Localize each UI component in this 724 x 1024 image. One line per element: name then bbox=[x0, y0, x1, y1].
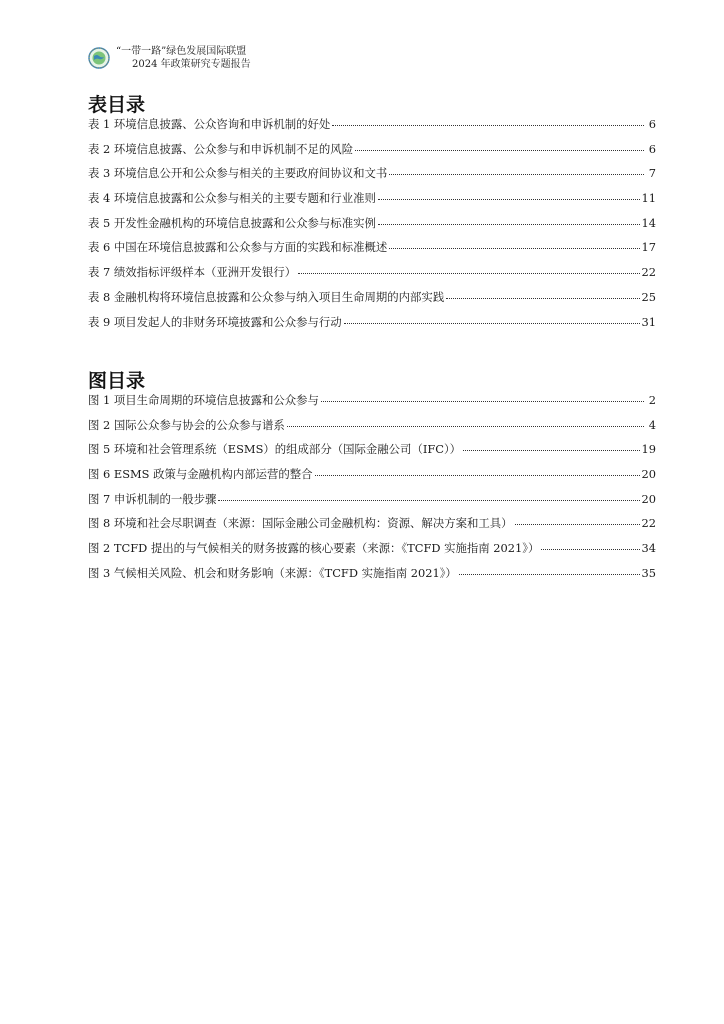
table-entry-page: 7 bbox=[648, 166, 656, 181]
dot-leader bbox=[389, 174, 644, 175]
figures-title: 图目录 bbox=[88, 370, 146, 392]
table-entry-label: 表 4 环境信息披露和公众参与相关的主要专题和行业准则 bbox=[88, 191, 376, 206]
table-entry-page: 22 bbox=[641, 265, 656, 280]
figure-entry-label: 图 7 申诉机制的一般步骤 bbox=[88, 491, 217, 506]
tables-list bbox=[88, 116, 656, 338]
dot-leader bbox=[463, 450, 639, 451]
table-entry-page: 11 bbox=[641, 191, 656, 206]
figure-entry[interactable] bbox=[88, 515, 656, 540]
table-entry-label: 表 2 环境信息披露、公众参与和申诉机制不足的风险 bbox=[88, 141, 354, 156]
dot-leader bbox=[344, 323, 640, 324]
dot-leader bbox=[541, 549, 639, 550]
table-entry-page: 6 bbox=[648, 117, 656, 131]
figures-list bbox=[88, 392, 656, 590]
header-text bbox=[116, 45, 251, 71]
table-entry-label: 表 8 金融机构将环境信息披露和公众参与纳入项目生命周期的内部实践 bbox=[88, 289, 445, 304]
table-entry-label: 表 7 绩效指标评级样本（亚洲开发银行） bbox=[88, 265, 297, 280]
figure-entry-label: 图 3 气候相关风险、机会和财务影响（来源：《TCFD 实施指南 2021》） bbox=[88, 565, 457, 580]
figure-entry-label: 图 2 国际公众参与协会的公众参与谱系 bbox=[88, 417, 285, 432]
dot-leader bbox=[332, 125, 644, 126]
figure-entry-label: 图 2 TCFD 提出的与气候相关的财务披露的核心要素（来源：《TCFD 实施指南 2021》） bbox=[88, 541, 540, 556]
dot-leader bbox=[446, 298, 639, 299]
table-entry-label: 表 5 开发性金融机构的环境信息披露和公众参与标准实例 bbox=[88, 215, 376, 230]
figure-entry[interactable] bbox=[88, 491, 656, 516]
table-entry-label: 表 1 环境信息披露、公众咨询和申诉机制的好处 bbox=[88, 117, 331, 131]
table-entry-page: 6 bbox=[648, 141, 656, 156]
figure-entry-page: 20 bbox=[641, 467, 656, 482]
table-entry-page: 31 bbox=[641, 314, 656, 329]
dot-leader bbox=[315, 475, 640, 476]
table-entry-page: 17 bbox=[641, 240, 656, 255]
dot-leader bbox=[355, 150, 644, 151]
figure-entry-page: 22 bbox=[641, 516, 656, 531]
header-subtitle: 2024 年政策研究专题报告 bbox=[132, 59, 251, 70]
header-org: “一带一路”绿色发展国际联盟 bbox=[116, 46, 247, 57]
dot-leader bbox=[287, 426, 644, 427]
tables-title: 表目录 bbox=[88, 94, 146, 116]
figure-entry-label: 图 6 ESMS 政策与金融机构内部运营的整合 bbox=[88, 467, 313, 482]
figure-entry-page: 34 bbox=[641, 541, 656, 556]
table-entry[interactable] bbox=[88, 141, 656, 166]
table-entry-page: 25 bbox=[641, 289, 656, 304]
table-entry-label: 表 9 项目发起人的非财务环境披露和公众参与行动 bbox=[88, 314, 342, 329]
table-entry[interactable] bbox=[88, 314, 656, 339]
page-header bbox=[88, 42, 251, 74]
table-entry-label: 表 6 中国在环境信息披露和公众参与方面的实践和标准概述 bbox=[88, 240, 388, 255]
figure-entry[interactable] bbox=[88, 466, 656, 491]
globe-logo-icon bbox=[88, 47, 110, 69]
table-entry[interactable] bbox=[88, 215, 656, 240]
figure-entry-label: 图 1 项目生命周期的环境信息披露和公众参与 bbox=[88, 393, 319, 407]
table-entry[interactable] bbox=[88, 289, 656, 314]
figure-entry[interactable] bbox=[88, 417, 656, 442]
dot-leader bbox=[298, 273, 639, 274]
table-entry-label: 表 3 环境信息公开和公众参与相关的主要政府间协议和文书 bbox=[88, 166, 388, 181]
figure-entry-page: 2 bbox=[648, 393, 656, 407]
figure-entry-label: 图 5 环境和社会管理系统（ESMS）的组成部分（国际金融公司（IFC）） bbox=[88, 442, 462, 457]
figure-entry[interactable] bbox=[88, 565, 656, 590]
table-entry-page: 14 bbox=[641, 215, 656, 230]
dot-leader bbox=[515, 524, 640, 525]
table-entry[interactable] bbox=[88, 116, 656, 141]
dot-leader bbox=[378, 199, 640, 200]
dot-leader bbox=[378, 224, 640, 225]
table-entry[interactable] bbox=[88, 190, 656, 215]
figure-entry-page: 20 bbox=[641, 491, 656, 506]
figure-entry-label: 图 8 环境和社会尽职调查（来源：国际金融公司金融机构：资源、解决方案和工具） bbox=[88, 516, 513, 531]
dot-leader bbox=[321, 401, 644, 402]
table-entry[interactable] bbox=[88, 165, 656, 190]
figure-entry[interactable] bbox=[88, 441, 656, 466]
dot-leader bbox=[459, 574, 640, 575]
table-entry[interactable] bbox=[88, 239, 656, 264]
figure-entry[interactable] bbox=[88, 540, 656, 565]
table-entry[interactable] bbox=[88, 264, 656, 289]
figure-entry-page: 19 bbox=[641, 442, 656, 457]
figure-entry-page: 35 bbox=[641, 565, 656, 580]
figure-entry-page: 4 bbox=[648, 417, 656, 432]
dot-leader bbox=[389, 248, 639, 249]
dot-leader bbox=[218, 500, 639, 501]
figure-entry[interactable] bbox=[88, 392, 656, 417]
